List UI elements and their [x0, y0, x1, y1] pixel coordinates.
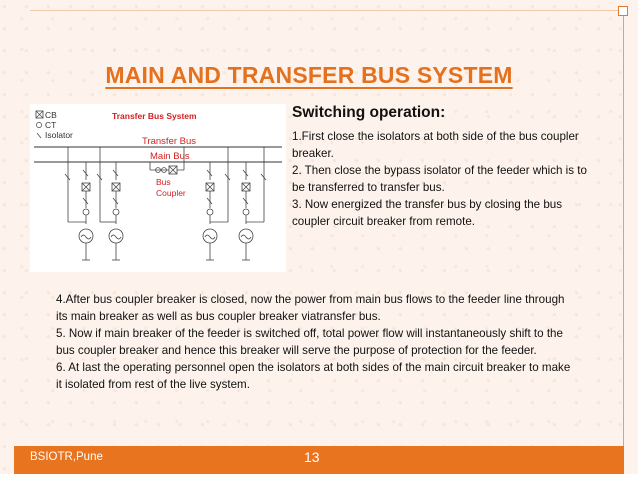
main-bus-label: Main Bus: [150, 151, 190, 162]
top-rule: [30, 10, 624, 11]
legend-ct: CT: [45, 120, 57, 130]
bottom-strip: [0, 474, 638, 478]
switching-steps: [292, 128, 592, 230]
bus-coupler-label-1: Bus: [156, 177, 171, 187]
body-paragraph-6: 6. At last the operating personnel open the isolators at both sides of the main circuit breaker to make it isolated from rest of the live system.: [56, 361, 571, 391]
legend-isolator: Isolator: [45, 130, 73, 140]
body-paragraph-4: 4.After bus coupler breaker is closed, now the power from main bus flows to the feeder line through its main breaker as well as bus coupler breaker viatransfer bus.: [56, 293, 565, 323]
switching-step-3: 3. Now energized the transfer bus by closing the bus coupler circuit breaker from remote.: [292, 198, 563, 228]
transfer-bus-label: Transfer Bus: [142, 136, 197, 147]
body-paragraph-5: 5. Now if main breaker of the feeder is switched off, total power flow will instantaneously shift to the bus coupler breaker and hence this breaker will serve the purpose of protection for the feeder.: [56, 327, 563, 357]
right-rule: [623, 10, 624, 446]
bus-coupler-label-2: Coupler: [156, 188, 186, 198]
footer-organization: BSIOTR,Pune: [30, 451, 103, 463]
switching-step-2: 2. Then close the bypass isolator of the feeder which is to be transferred to transfer bus.: [292, 164, 587, 194]
legend-cb: CB: [45, 110, 57, 120]
transfer-bus-diagram: [30, 104, 286, 272]
body-text: [56, 291, 576, 393]
diagram-title: Transfer Bus System: [112, 111, 197, 121]
page-number: 13: [304, 449, 320, 465]
corner-square-icon: [618, 6, 628, 16]
switching-heading: Switching operation:: [292, 104, 446, 121]
slide-title: MAIN AND TRANSFER BUS SYSTEM: [105, 62, 513, 88]
switching-step-1: 1.First close the isolators at both side of the bus coupler breaker.: [292, 130, 579, 160]
